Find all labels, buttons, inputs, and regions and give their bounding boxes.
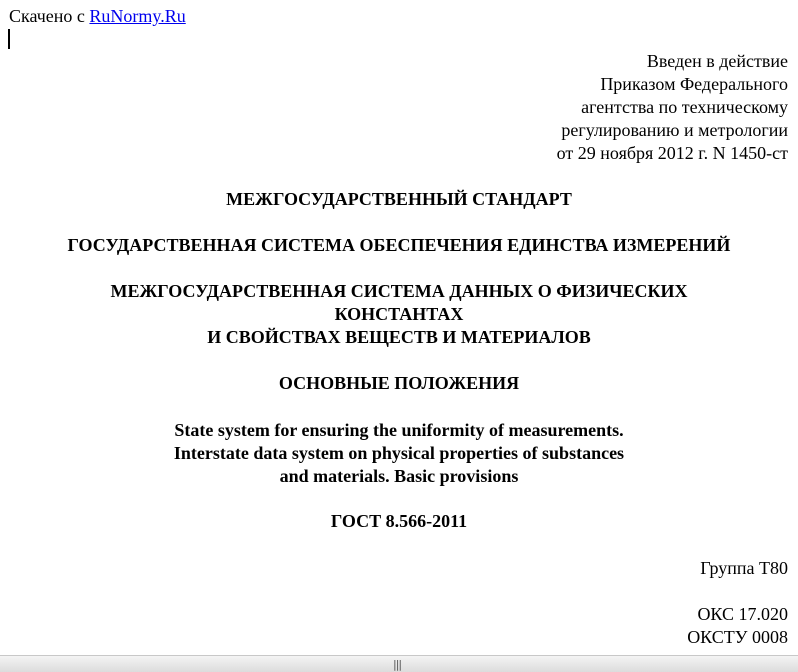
subject-heading: ОСНОВНЫЕ ПОЛОЖЕНИЯ [278,373,520,393]
subsystem-line: МЕЖГОСУДАРСТВЕННАЯ СИСТЕМА ДАННЫХ О ФИЗИЧЕСКИХ [110,281,688,301]
source-prefix: Скачено с [9,6,85,26]
english-title-line: and materials. Basic provisions [279,466,519,486]
text-cursor [8,29,10,49]
enactment-line: от 29 ноября 2012 г. N 1450-ст [556,143,788,163]
okstu-label: ОКСТУ 0008 [687,627,788,647]
standard-code: ГОСТ 8.566-2011 [330,511,468,531]
subsystem-line: КОНСТАНТАХ [334,304,464,324]
group-label: Группа Т80 [700,558,788,578]
system-heading: ГОСУДАРСТВЕННАЯ СИСТЕМА ОБЕСПЕЧЕНИЯ ЕДИНСТВА ИЗМЕРЕНИЙ [67,235,731,255]
english-title-line: Interstate data system on physical properties of substances [173,443,625,463]
subsystem-line: И СВОЙСТВАХ ВЕЩЕСТВ И МАТЕРИАЛОВ [207,327,591,347]
subsystem-heading [0,280,798,349]
source-link[interactable]: RuNormy.Ru [89,6,186,26]
standard-type-heading: МЕЖГОСУДАРСТВЕННЫЙ СТАНДАРТ [226,189,572,209]
horizontal-scrollbar[interactable] [0,655,798,672]
enactment-line: регулированию и метрологии [561,120,788,140]
enactment-block [388,50,788,165]
enactment-line: Приказом Федерального [600,74,788,94]
source-line [9,5,186,28]
enactment-line: Введен в действие [646,51,788,71]
oks-label: ОКС 17.020 [697,604,788,624]
english-title [0,419,798,488]
english-title-line: State system for ensuring the uniformity of measurements. [174,420,624,440]
scrollbar-grip-icon[interactable]: ||| [393,658,402,671]
enactment-line: агентства по техническому [581,97,788,117]
